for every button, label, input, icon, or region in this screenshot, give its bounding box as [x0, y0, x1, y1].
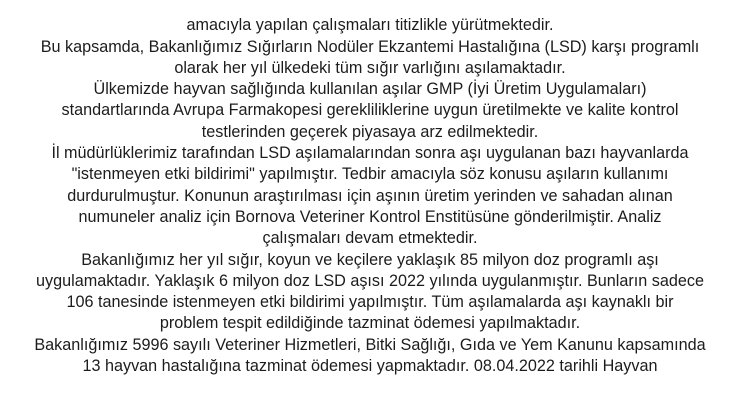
text-line: standartlarında Avrupa Farmakopesi gerekliliklerine uygun üretilmekte ve kalite kontrol	[61, 101, 679, 120]
text-line: Bakanlığımız her yıl sığır, koyun ve keçilere yaklaşık 85 milyon doz programlı aşı	[81, 250, 659, 269]
text-line: Bu kapsamda, Bakanlığımız Sığırların Nodüler Ekzantemi Hastalığına (LSD) karşı programlı	[40, 37, 700, 56]
text-line	[0, 0, 740, 15]
text-line: uygulamaktadır. Yaklaşık 6 milyon doz LSD aşısı 2022 yılında uygulanmıştır. Bunların sadece	[36, 271, 704, 290]
text-line: numuneler analiz için Bornova Veteriner Kontrol Enstitüsüne gönderilmiştir. Analiz	[78, 207, 662, 226]
text-line: olarak her yıl ülkedeki tüm sığır varlığını aşılamaktadır.	[174, 58, 566, 77]
text-line: 106 tanesinde istenmeyen etki bildirimi yapılmıştır. Tüm aşılamalarda aşı kaynaklı bir	[66, 293, 674, 312]
text-line: durdurulmuştur. Konunun araştırılması için aşının üretim yerinden ve sahadan alınan	[67, 186, 673, 205]
text-line: Bakanlığımız 5996 sayılı Veteriner Hizmetleri, Bitki Sağlığı, Gıda ve Yem Kanunu kapsamında	[34, 335, 706, 354]
text-line: İl müdürlüklerimiz tarafından LSD aşılamalarından sonra aşı uygulanan bazı hayvanlarda	[51, 144, 689, 163]
text-line: problem tespit edildiğinde tazminat ödemesi yapılmaktadır.	[159, 314, 581, 333]
text-line: "istenmeyen etki bildirimi" yapılmıştır. Tedbir amacıyla söz konusu aşıların kullanımı	[71, 165, 669, 184]
text-line: çalışmaları devam etmektedir.	[262, 229, 478, 248]
text-line: amacıyla yapılan çalışmaları titizlikle yürütmektedir.	[186, 16, 554, 35]
text-line: Ülkemizde hayvan sağlığında kullanılan aşılar GMP (İyi Üretim Uygulamaları)	[93, 80, 647, 99]
text-line: testlerinden geçerek piyasaya arz edilmektedir.	[201, 122, 539, 141]
text-line: 13 hayvan hastalığına tazminat ödemesi yapmaktadır. 08.04.2022 tarihli Hayvan	[82, 357, 658, 376]
